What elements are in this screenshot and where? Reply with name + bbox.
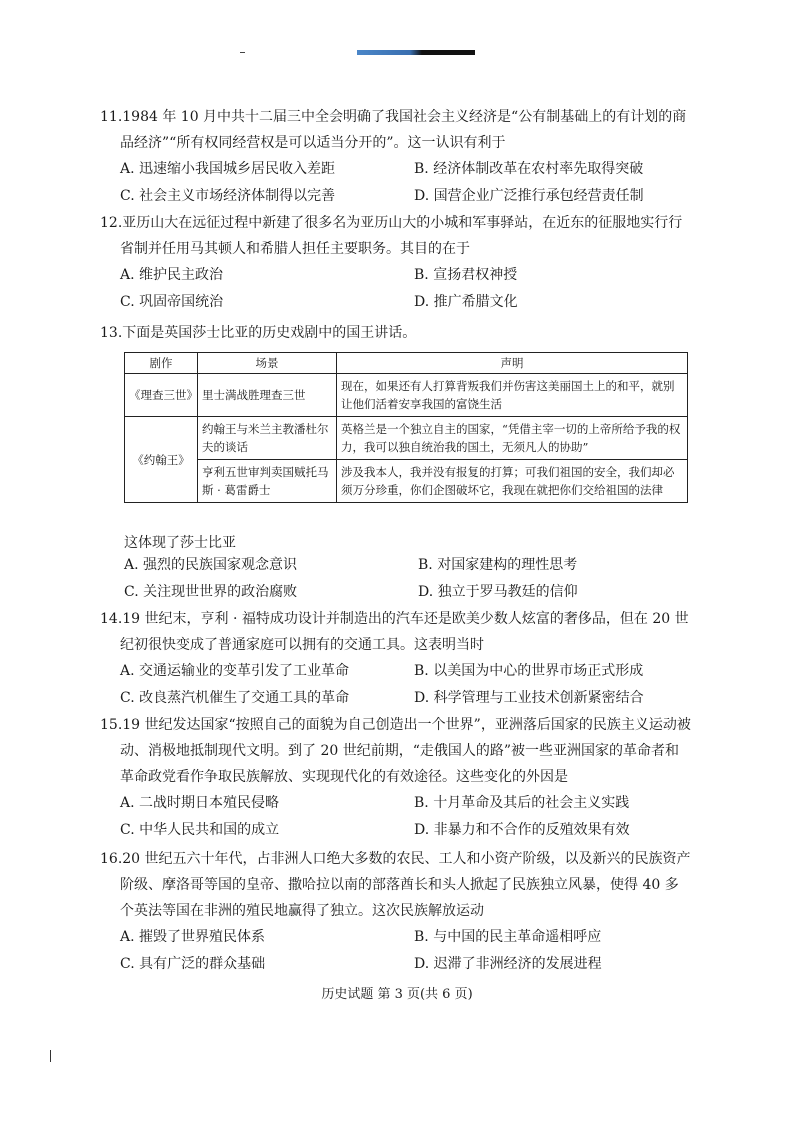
speech-table: [124, 352, 688, 503]
option-c: C. 改良蒸汽机催生了交通工具的革命: [120, 690, 350, 706]
question-15: [100, 712, 692, 844]
table-row: [125, 417, 688, 460]
option-a: A. 摧毁了世界殖民体系: [120, 929, 266, 945]
cell-scene: 里士满战胜理查三世: [198, 374, 337, 417]
option-a: A. 维护民主政治: [120, 267, 224, 283]
header-play: 剧作: [125, 353, 198, 374]
option-d: D. 国营企业广泛推行承包经营责任制: [414, 188, 644, 204]
question-15-options: [120, 790, 692, 844]
option-d: D. 非暴力和不合作的反殖效果有效: [414, 822, 630, 838]
cell-play: 《约翰王》: [125, 417, 198, 503]
option-a: A. 二战时期日本殖民侵略: [120, 795, 280, 811]
header-scene: 场景: [198, 353, 337, 374]
question-13: [100, 320, 692, 346]
option-b: B. 经济体制改革在农村率先取得突破: [414, 161, 644, 177]
option-b: B. 宣扬君权神授: [414, 267, 518, 283]
option-c: C. 关注现世世界的政治腐败: [124, 584, 298, 600]
option-c: C. 具有广泛的群众基础: [120, 956, 266, 972]
top-dash: [240, 52, 245, 53]
question-14-options: [120, 658, 692, 712]
table-row: [125, 460, 688, 503]
option-c: C. 社会主义市场经济体制得以完善: [120, 188, 336, 204]
option-b: B. 对国家建构的理性思考: [418, 557, 578, 573]
option-a: A. 强烈的民族国家观念意识: [124, 557, 298, 573]
question-12-stem: 12.亚历山大在远征过程中新建了很多名为亚历山大的小城和军事驿站，在近东的征服地实行行省制并任用马其顿人和希腊人担任主要职务。其目的在于: [100, 215, 683, 257]
cell-scene: 约翰王与米兰主教潘杜尔夫的谈话: [198, 417, 337, 460]
question-13-options-wrap: [124, 552, 704, 606]
scan-header-bar: [357, 50, 475, 55]
cell-scene: 亨利五世审判卖国贼托马斯 · 葛雷爵士: [198, 460, 337, 503]
option-d: D. 科学管理与工业技术创新紧密结合: [414, 690, 644, 706]
table-header-row: [125, 353, 688, 374]
question-12: [100, 210, 692, 316]
page-footer: 历史试题 第 3 页(共 6 页): [321, 987, 473, 1002]
header-statement: 声明: [337, 353, 688, 374]
margin-mark: [50, 1050, 51, 1062]
question-14-stem: 14.19 世纪末，亨利 · 福特成功设计并制造出的汽车还是欧美少数人炫富的奢侈品，但在 20 世纪初很快变成了普通家庭可以拥有的交通工具。这表明当时: [100, 611, 689, 653]
question-16-stem: 16.20 世纪五六十年代，占非洲人口绝大多数的农民、工人和小资产阶级，以及新兴的民族资产阶级、摩洛哥等国的皇帝、撒哈拉以南的部落酋长和头人掀起了民族独立风暴，使得 40 多个英法等国在非洲的殖民地赢得了独立。这次民族解放运动: [100, 851, 691, 919]
cell-statement: 涉及我本人，我并没有报复的打算；可我们祖国的安全，我们却必须万分珍重，你们企图破坏它，我现在就把你们交给祖国的法律: [337, 460, 688, 503]
option-d: D. 推广希腊文化: [414, 294, 518, 310]
cell-statement: 英格兰是一个独立自主的国家，“凭借主宰一切的上帝所给予我的权力，我可以独自统治我的国土，无须凡人的协助”: [337, 417, 688, 460]
question-11: [100, 104, 692, 210]
question-14: [100, 606, 692, 712]
option-d: D. 迟滞了非洲经济的发展进程: [414, 956, 602, 972]
option-c: C. 巩固帝国统治: [120, 294, 224, 310]
option-b: B. 十月革命及其后的社会主义实践: [414, 795, 630, 811]
question-11-stem: 11.1984 年 10 月中共十二届三中全会明确了我国社会主义经济是“公有制基础上的有计划的商品经济”“所有权同经营权是可以适当分开的”。这一认识有利于: [100, 109, 687, 151]
option-a: A. 交通运输业的变革引发了工业革命: [120, 663, 350, 679]
question-13-stem: 13.下面是英国莎士比亚的历史戏剧中的国王讲话。: [100, 325, 417, 341]
question-13-prompt: 这体现了莎士比亚: [124, 535, 236, 551]
question-15-stem: 15.19 世纪发达国家“按照自己的面貌为自己创造出一个世界”，亚洲落后国家的民族主义运动被动、消极地抵制现代文明。到了 20 世纪前期，“走俄国人的路”被一些亚洲国家的革命者和革命政党看作争取民族解放、实现现代化的有效途径。这些变化的外因是: [100, 717, 691, 785]
option-b: B. 以美国为中心的世界市场正式形成: [414, 663, 644, 679]
option-c: C. 中华人民共和国的成立: [120, 822, 280, 838]
question-11-options: [120, 156, 692, 210]
option-d: D. 独立于罗马教廷的信仰: [418, 584, 578, 600]
question-16: [100, 846, 692, 978]
question-13-options: [124, 552, 704, 606]
cell-statement: 现在，如果还有人打算背叛我们并伤害这美丽国土上的和平，就别让他们活着安享我国的富饶生活: [337, 374, 688, 417]
option-b: B. 与中国的民主革命遥相呼应: [414, 929, 602, 945]
table-row: [125, 374, 688, 417]
question-16-options: [120, 924, 692, 978]
question-12-options: [120, 262, 692, 316]
option-a: A. 迅速缩小我国城乡居民收入差距: [120, 161, 336, 177]
cell-play: 《理查三世》: [125, 374, 198, 417]
